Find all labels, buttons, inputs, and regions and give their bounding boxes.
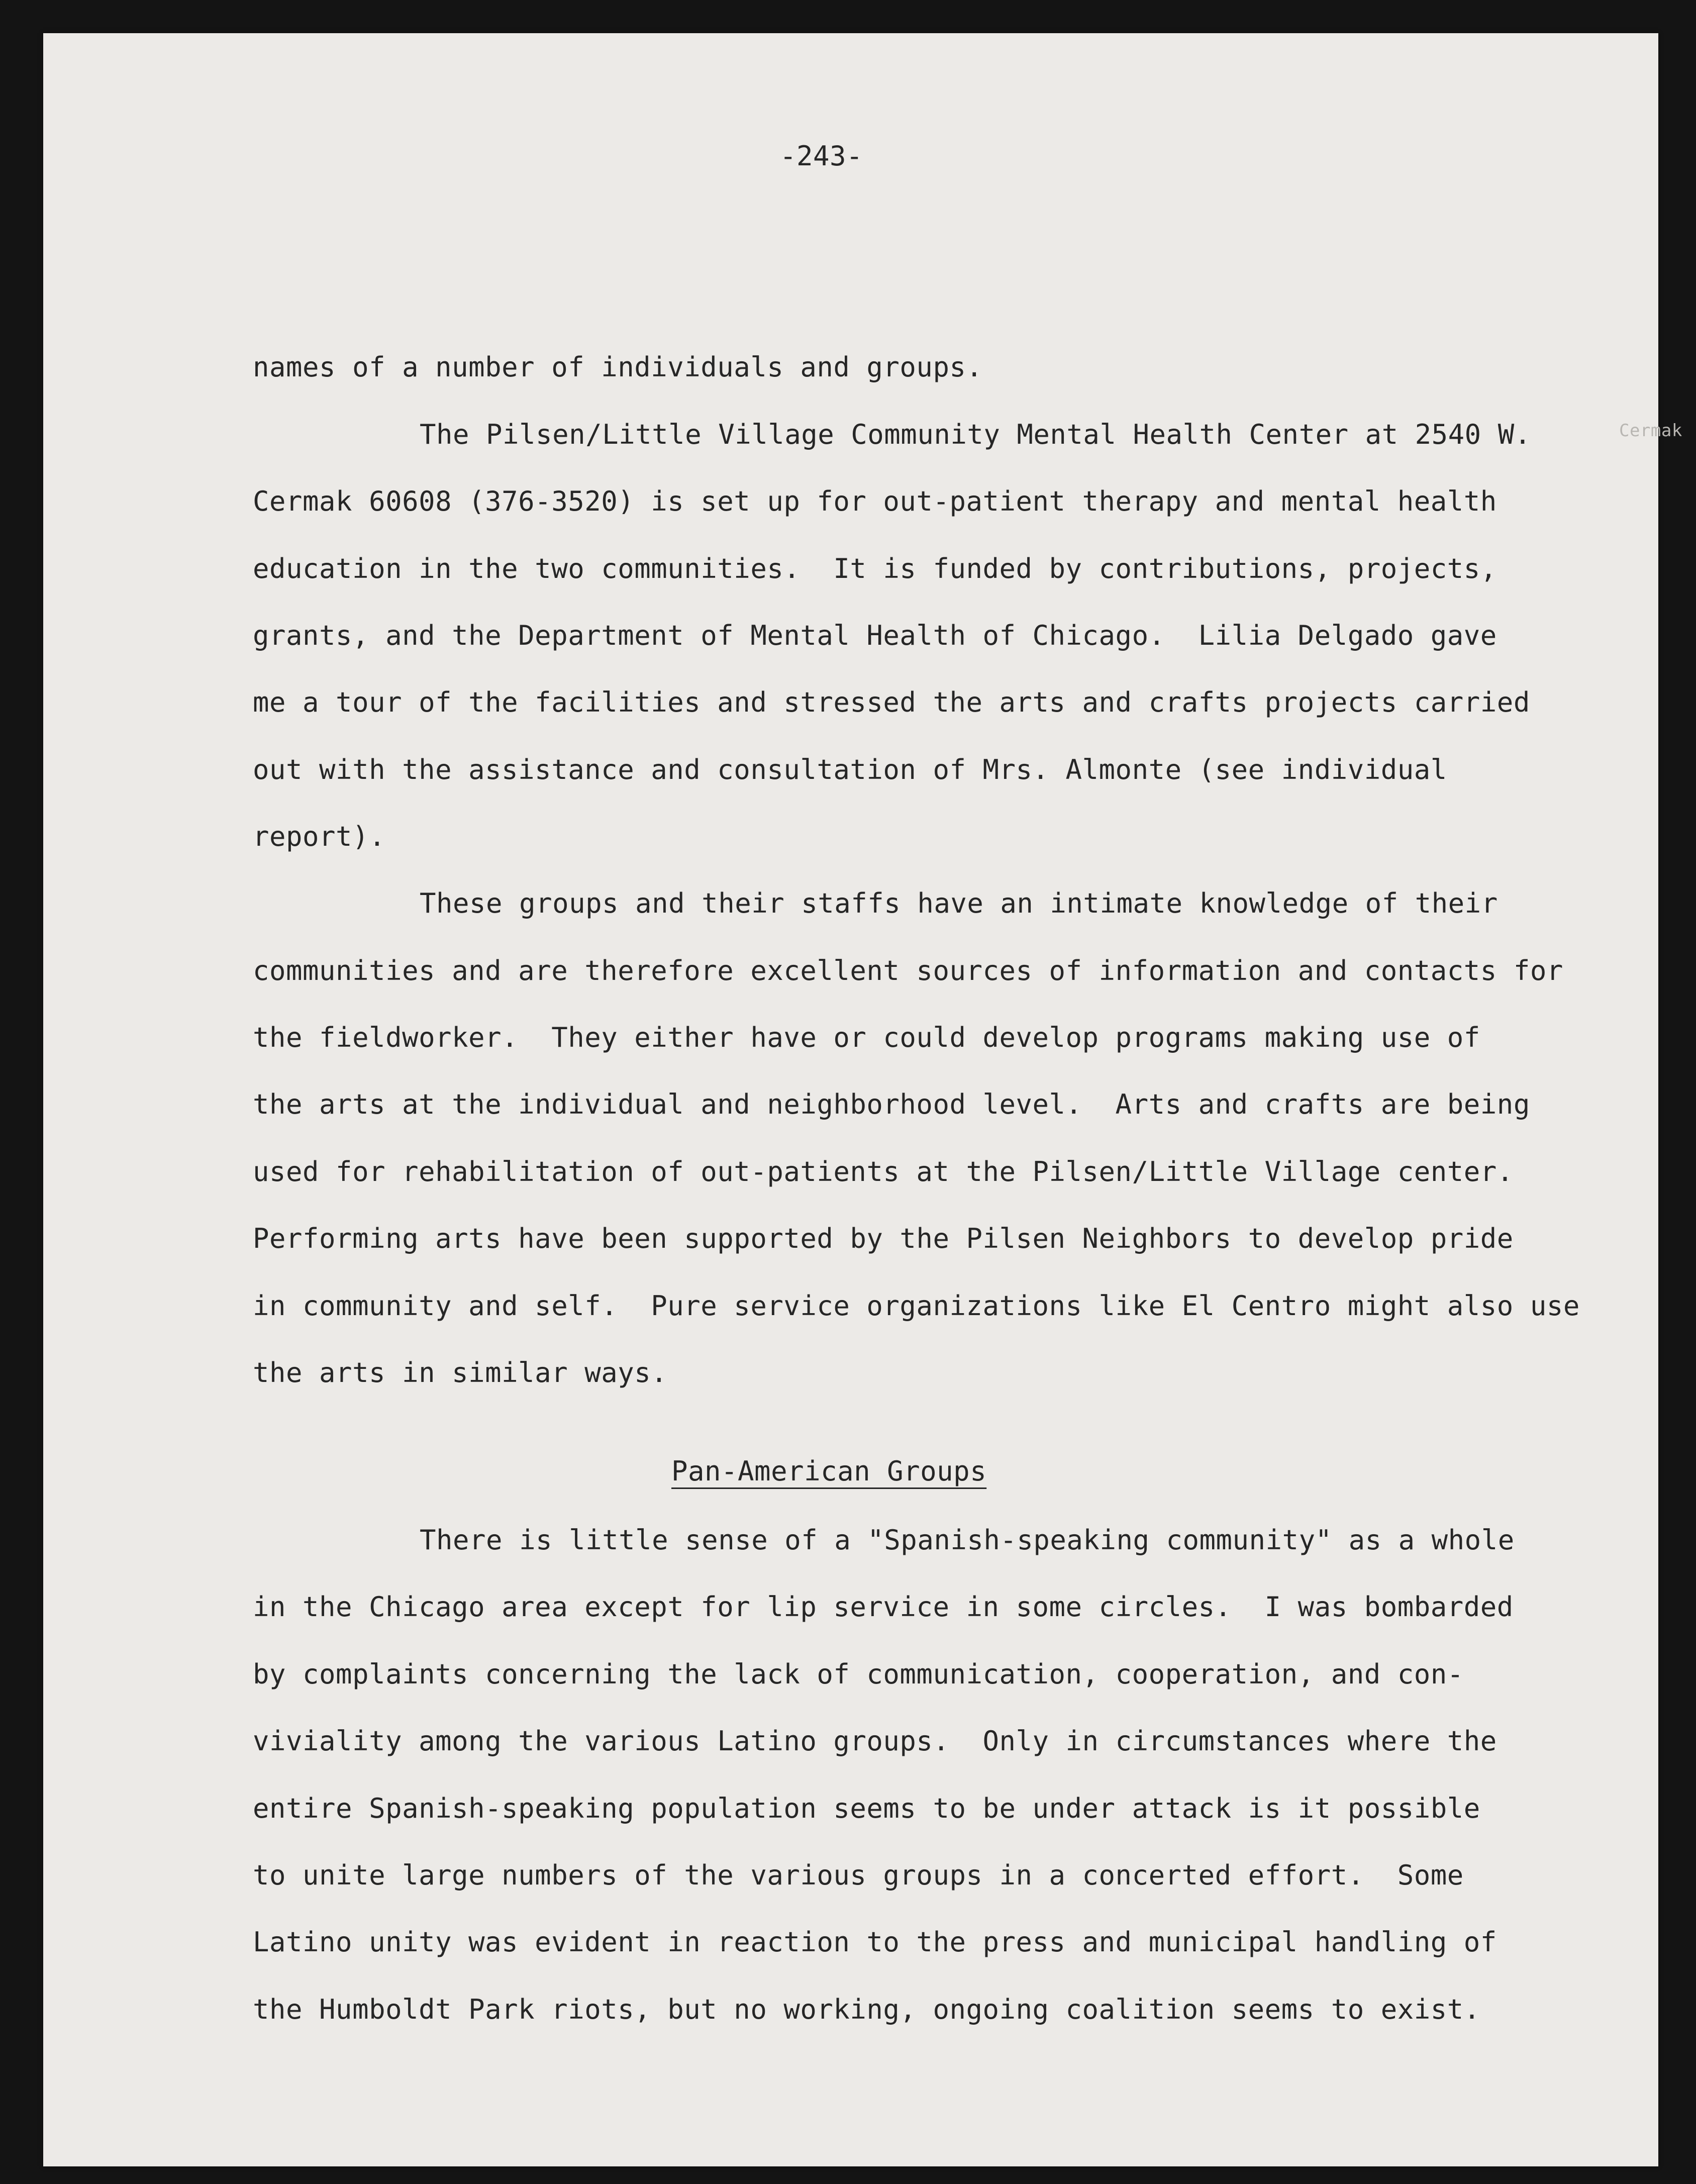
text-line: the arts in similar ways.	[253, 1357, 668, 1388]
text-line: These groups and their staffs have an intimate knowledge of their	[420, 887, 1498, 919]
text-line: the fieldworker. They either have or could develop programs making use of	[253, 1022, 1480, 1053]
text-line: me a tour of the facilities and stressed the arts and crafts projects carried	[253, 686, 1530, 718]
text-line: education in the two communities. It is funded by contributions, projects,	[253, 553, 1497, 584]
text-line: out with the assistance and consultation of Mrs. Almonte (see individual	[253, 754, 1447, 785]
text-line: in community and self. Pure service organizations like El Centro might also use	[253, 1290, 1580, 1322]
text-line: entire Spanish-speaking population seems to be under attack is it possible	[253, 1793, 1480, 1824]
text-line: by complaints concerning the lack of communication, cooperation, and con-	[253, 1658, 1464, 1690]
text-line: grants, and the Department of Mental Health of Chicago. Lilia Delgado gave	[253, 620, 1497, 651]
text-line: There is little sense of a "Spanish-speaking community" as a whole	[420, 1524, 1515, 1556]
text-line: The Pilsen/Little Village Community Mental Health Center at 2540 W.	[420, 419, 1531, 450]
text-line: the Humboldt Park riots, but no working, ongoing coalition seems to exist.	[253, 1994, 1480, 2025]
text-line: the arts at the individual and neighborhood level. Arts and crafts are being	[253, 1088, 1530, 1120]
section-heading: Pan-American Groups	[671, 1455, 987, 1487]
text-line: Performing arts have been supported by the Pilsen Neighbors to develop pride	[253, 1223, 1514, 1254]
text-line: communities and are therefore excellent sources of information and contacts for	[253, 955, 1563, 986]
bleed-through-text: Cermak	[1619, 421, 1682, 441]
text-line: to unite large numbers of the various groups in a concerted effort. Some	[253, 1859, 1464, 1891]
text-line: used for rehabilitation of out-patients at the Pilsen/Little Village center.	[253, 1156, 1514, 1187]
text-line: viviality among the various Latino groups. Only in circumstances where the	[253, 1725, 1497, 1757]
text-line: report).	[253, 821, 386, 852]
text-line: Cermak 60608 (376-3520) is set up for out-patient therapy and mental health	[253, 485, 1497, 517]
text-line: names of a number of individuals and groups.	[253, 351, 983, 383]
text-line: in the Chicago area except for lip service in some circles. I was bombarded	[253, 1591, 1514, 1623]
text-line: Latino unity was evident in reaction to the press and municipal handling of	[253, 1926, 1497, 1958]
page-number: -243-	[780, 140, 863, 172]
